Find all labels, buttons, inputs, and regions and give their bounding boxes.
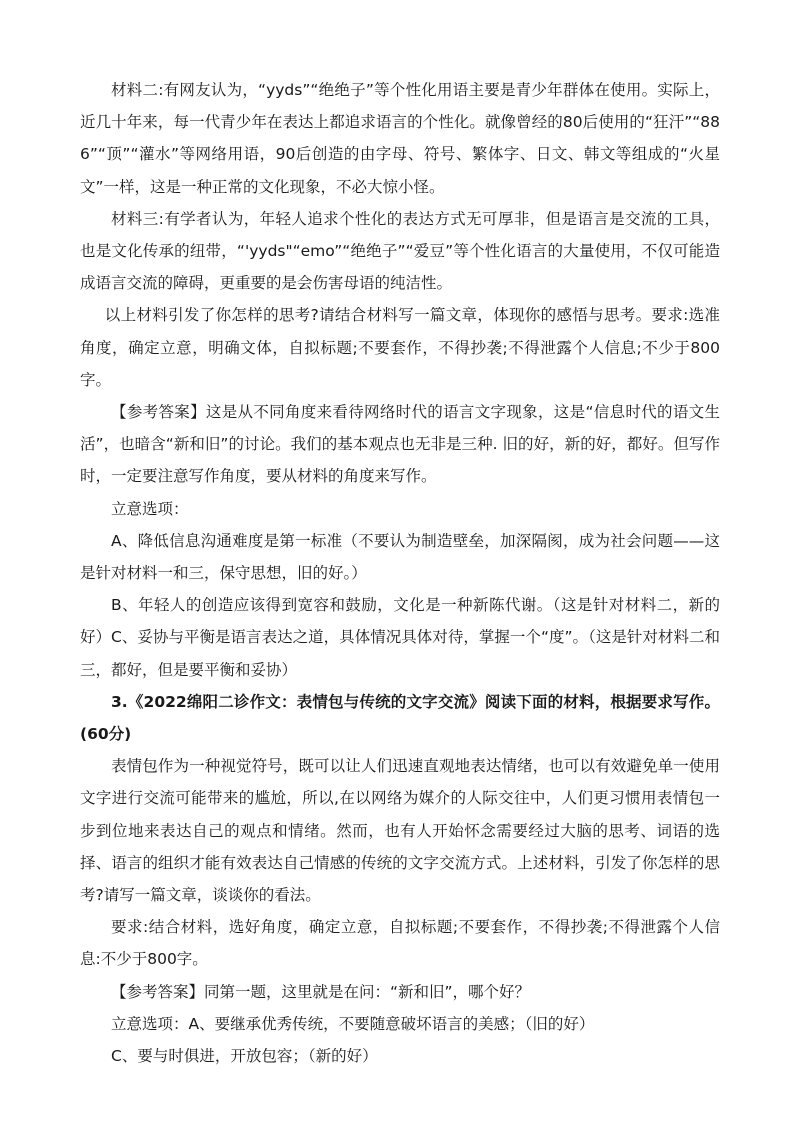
option-b-c-paragraph: B、年轻人的创造应该得到宽容和鼓励，文化是一种新陈代谢。（这是针对材料二，新的好）C、妥协与平衡是语言表达之道，具体情况具体对待，掌握一个“度”。（这是针对材料二和三，都好，但是要平衡和妥协） [80,596,720,679]
option-c-two-paragraph: C、要与时俱进，开放包容；（新的好） [111,1047,378,1066]
requirements-paragraph: 要求:结合材料，选好角度，确定立意，自拟标题;不要套作，不得抄袭;不得泄露个人信息:不少于800字。 [80,918,720,969]
document-page [80,74,720,1072]
material-three-paragraph: 材料三:有学者认为，年轻人追求个性化的表达方式无可厚非，但是语言是交流的工具，也是文化传承的纽带，“'yyds"“emo”“绝绝子”“爱豆”等个性化语言的大量使用，不仅可能造成语言交流的障碍，更重要的是会伤害母语的纯洁性。 [80,209,720,293]
writing-prompt-paragraph: 以上材料引发了你怎样的思考?请结合材料写一篇文章，体现你的感悟与思考。要求:选准角度，确定立意，明确文体，自拟标题;不要套作，不得抄袭;不得泄露个人信息;不少于800字。 [80,306,720,389]
question-three-title: 3.《2022绵阳二诊作文：表情包与传统的文字交流》阅读下面的材料，根据要求写作。(60分) [80,692,720,744]
option-a-two-paragraph: 立意选项：A、要继承优秀传统，不要随意破坏语言的美感；（旧的好） [111,1014,595,1033]
material-two-paragraph: 材料二:有网友认为，“yyds”“绝绝子”等个性化用语主要是青少年群体在使用。实际上，近几十年来，每一代青少年在表达上都追求语言的个性化。就像曾经的80后使用的“狂汗”“886”“顶”“灌水”等网络用语，90后创造的由字母、符号、繁体字、日文、韩文等组成的“火星文”一样，这是一种正常的文化现象，不必大惊小怪。 [80,81,720,196]
reference-answer-paragraph: 【参考答案】这是从不同角度来看待网络时代的语言文字现象，这是“信息时代的语文生活”，也暗含“新和旧”的讨论。我们的基本观点也无非是三种. 旧的好，新的好，都好。但写作时，一定要注意写作角度，要从材料的角度来写作。 [80,403,720,486]
option-a-paragraph: A、降低信息沟通难度是第一标准（不要认为制造壁垒，加深隔阂，成为社会问题——这是针对材料一和三，保守思想，旧的好。） [80,531,720,583]
reference-answer-two-paragraph: 【参考答案】同第一题，这里就是在问：“新和旧”，哪个好？ [111,982,531,1001]
emoji-material-paragraph: 表情包作为一种视觉符号，既可以让人们迅速直观地表达情绪，也可以有效避免单一使用文字进行交流可能带来的尴尬，所以,在以网络为媒介的人际交往中，人们更习惯用表情包一步到位地来表达自己的观点和情绪。然而，也有人开始怀念需要经过大脑的思考、词语的选择、语言的组织才能有效表达自己情感的传统的文字交流方式。上述材料，引发了你怎样的思考?请写一篇文章，谈谈你的看法。 [80,757,720,905]
options-heading: 立意选项： [111,499,189,518]
